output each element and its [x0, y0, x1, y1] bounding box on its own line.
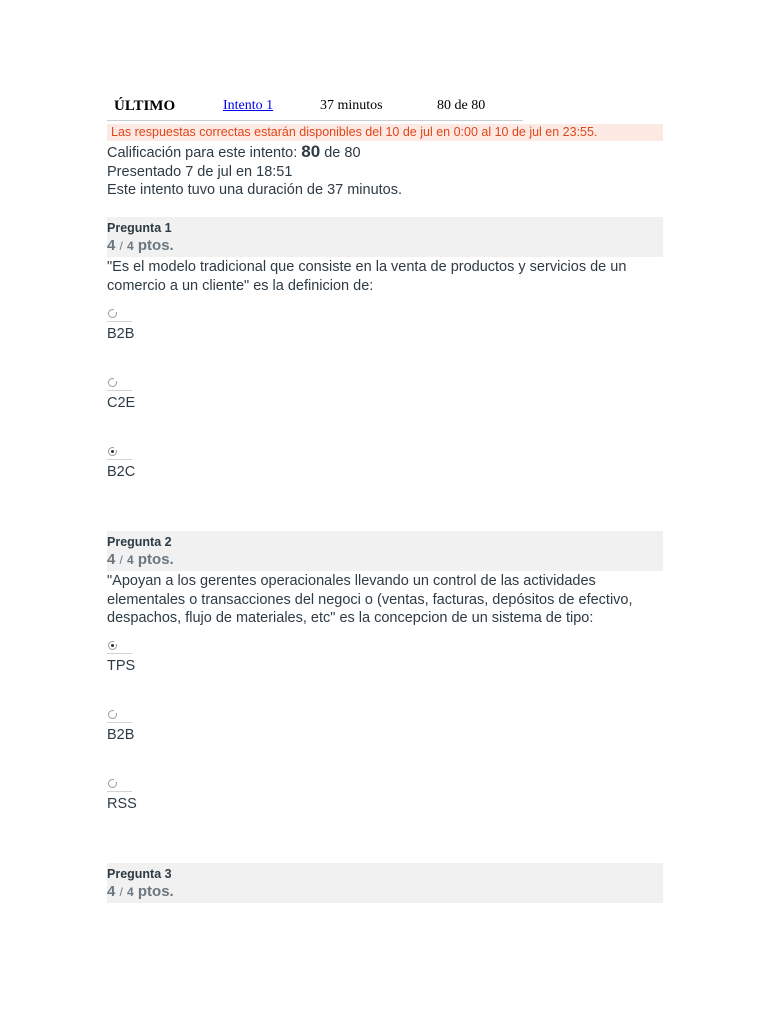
question-1-text: "Es el modelo tradicional que consiste en la venta de productos y servicios de un comercio a un cliente" es la definicion de: [107, 259, 627, 294]
option-divider [107, 722, 132, 723]
question-2-text: "Apoyan a los gerentes operacionales llevando un control de las actividades elementales o transacciones del negoci o (ventas, facturas, depósitos de efectivo, despachos, flujo de materiales, etc" es la concepcion de un sistema de tipo: [107, 573, 633, 626]
radio-button[interactable] [108, 309, 117, 318]
answer-option-selected [107, 641, 167, 681]
attempt-1-link[interactable]: Intento 1 [223, 98, 274, 113]
points-unit: ptos. [137, 237, 174, 254]
answer-option-selected [107, 447, 167, 487]
question-2-header [107, 531, 663, 571]
answer-option [107, 779, 167, 819]
question-1-header [107, 217, 663, 257]
grade-prefix: Calificación para este intento: [107, 145, 298, 161]
points-earned: 4 [107, 237, 116, 254]
points-slash: / [119, 553, 123, 567]
option-label: TPS [107, 658, 136, 674]
answers-availability-notice: Las respuestas correctas estarán disponibles del 10 de jul en 0:00 al 10 de jul en 23:55. [107, 124, 663, 141]
option-label: B2C [107, 464, 136, 480]
option-divider [107, 791, 132, 792]
question-3-header [107, 863, 663, 903]
points-earned: 4 [107, 883, 116, 900]
points-unit: ptos. [137, 883, 174, 900]
option-divider [107, 459, 132, 460]
question-points [107, 551, 174, 568]
points-slash: / [119, 885, 123, 899]
answer-option [107, 710, 167, 750]
points-slash: / [119, 239, 123, 253]
option-label: B2B [107, 326, 135, 342]
option-label: RSS [107, 796, 137, 812]
option-divider [107, 653, 132, 654]
radio-button[interactable] [108, 378, 117, 387]
points-total: 4 [127, 239, 134, 253]
option-divider [107, 321, 132, 322]
attempt-summary [107, 143, 402, 200]
attempt-minutes: 37 minutos [320, 98, 383, 113]
grade-line [107, 143, 402, 163]
grade-value: 80 [301, 142, 321, 161]
grade-suffix: de 80 [324, 145, 361, 161]
attempt-header-row [107, 98, 523, 121]
radio-button[interactable] [108, 779, 117, 788]
points-unit: ptos. [137, 551, 174, 568]
points-total: 4 [127, 553, 134, 567]
question-points [107, 883, 174, 900]
option-label: B2B [107, 727, 135, 743]
radio-button-selected[interactable] [108, 641, 117, 650]
option-label: C2E [107, 395, 136, 411]
question-points [107, 237, 174, 254]
answer-option [107, 309, 167, 349]
last-attempt-label: ÚLTIMO [114, 98, 176, 114]
radio-button-selected[interactable] [108, 447, 117, 456]
attempt-score: 80 de 80 [437, 98, 486, 113]
option-divider [107, 390, 132, 391]
radio-button[interactable] [108, 710, 117, 719]
question-title: Pregunta 1 [107, 221, 172, 235]
question-title: Pregunta 3 [107, 867, 172, 881]
submitted-date: Presentado 7 de jul en 18:51 [107, 163, 293, 180]
answer-option [107, 378, 167, 418]
points-total: 4 [127, 885, 134, 899]
points-earned: 4 [107, 551, 116, 568]
question-title: Pregunta 2 [107, 535, 172, 549]
attempt-duration: Este intento tuvo una duración de 37 minutos. [107, 182, 403, 198]
